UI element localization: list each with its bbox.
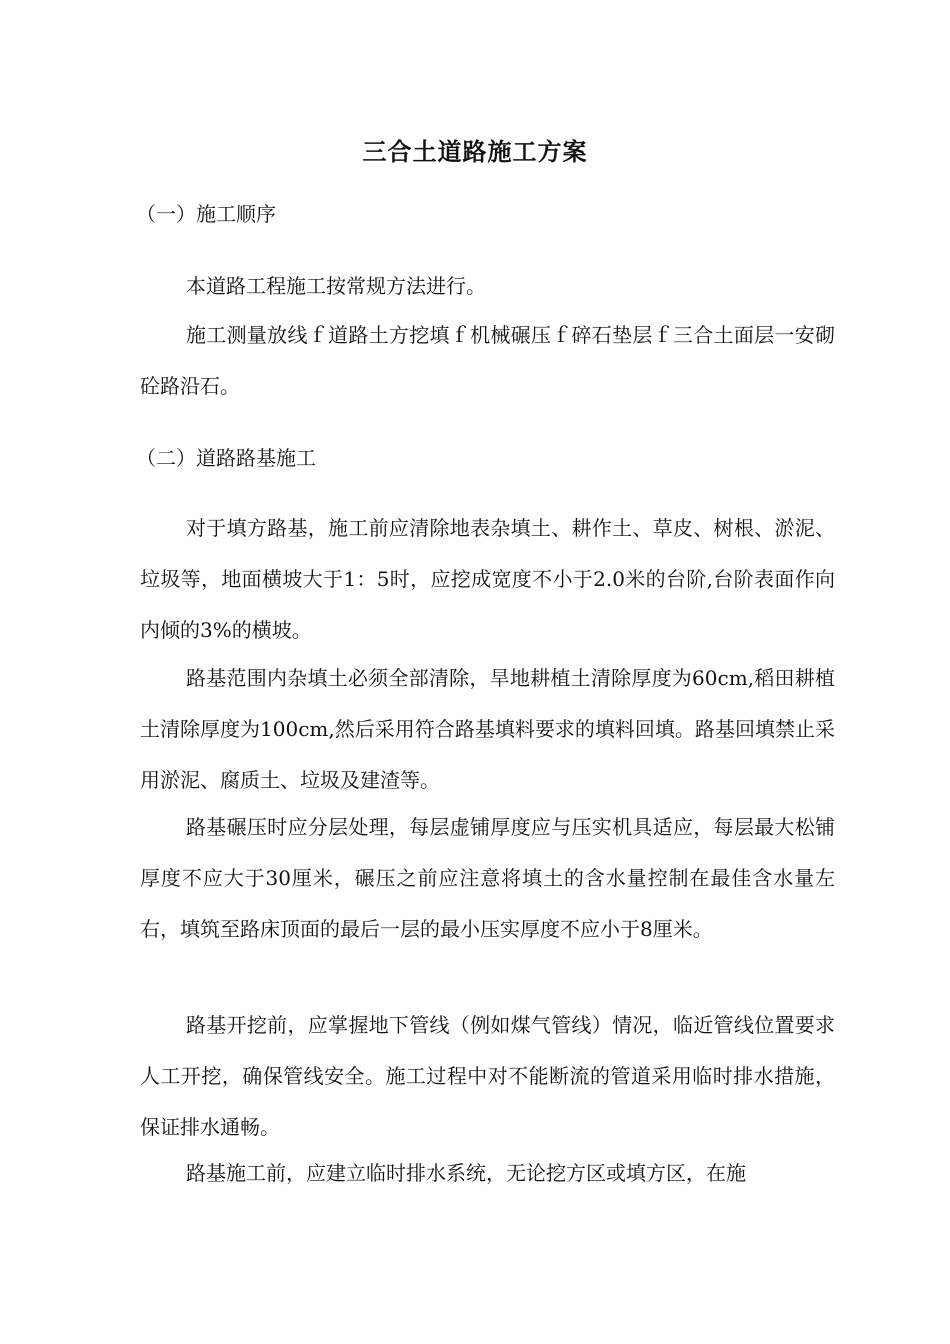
paragraph: 路基开挖前，应掌握地下管线（例如煤气管线）情况，临近管线位置要求人工开挖，确保管线安全。施工过程中对不能断流的管道采用临时排水措施，保证排水通畅。 (140, 1013, 835, 1139)
paragraph: 对于填方路基，施工前应清除地表杂填土、耕作土、草皮、树根、淤泥、垃圾等，地面横坡大于1：5时，应挖成宽度不小于2.0米的台阶,台阶表面作向内倾的3%的横坡。 (140, 516, 835, 642)
paragraph: 施工测量放线ｆ道路土方挖填ｆ机械碾压ｆ碎石垫层ｆ三合土面层一安砌砼路沿石。 (140, 323, 835, 398)
document-title: 三合土道路施工方案 (362, 138, 588, 166)
section-heading-2: （二）道路路基施工 (136, 446, 316, 470)
paragraph: 路基施工前，应建立临时排水系统，无论挖方区或填方区，在施 (186, 1161, 746, 1185)
paragraph: 路基范围内杂填土必须全部清除，旱地耕植土清除厚度为60cm,稻田耕植土清除厚度为100cm,然后采用符合路基填料要求的填料回填。路基回填禁止采用淤泥、腐质土、垃圾及建渣等。 (140, 666, 835, 792)
section-heading-1: （一）施工顺序 (136, 202, 276, 226)
paragraph: 路基碾压时应分层处理，每层虚铺厚度应与压实机具适应，每层最大松铺厚度不应大于30厘米，碾压之前应注意将填土的含水量控制在最佳含水量左右，填筑至路床顶面的最后一层的最小压实厚度不应小于8厘米。 (140, 815, 835, 941)
paragraph: 本道路工程施工按常规方法进行。 (186, 274, 486, 298)
